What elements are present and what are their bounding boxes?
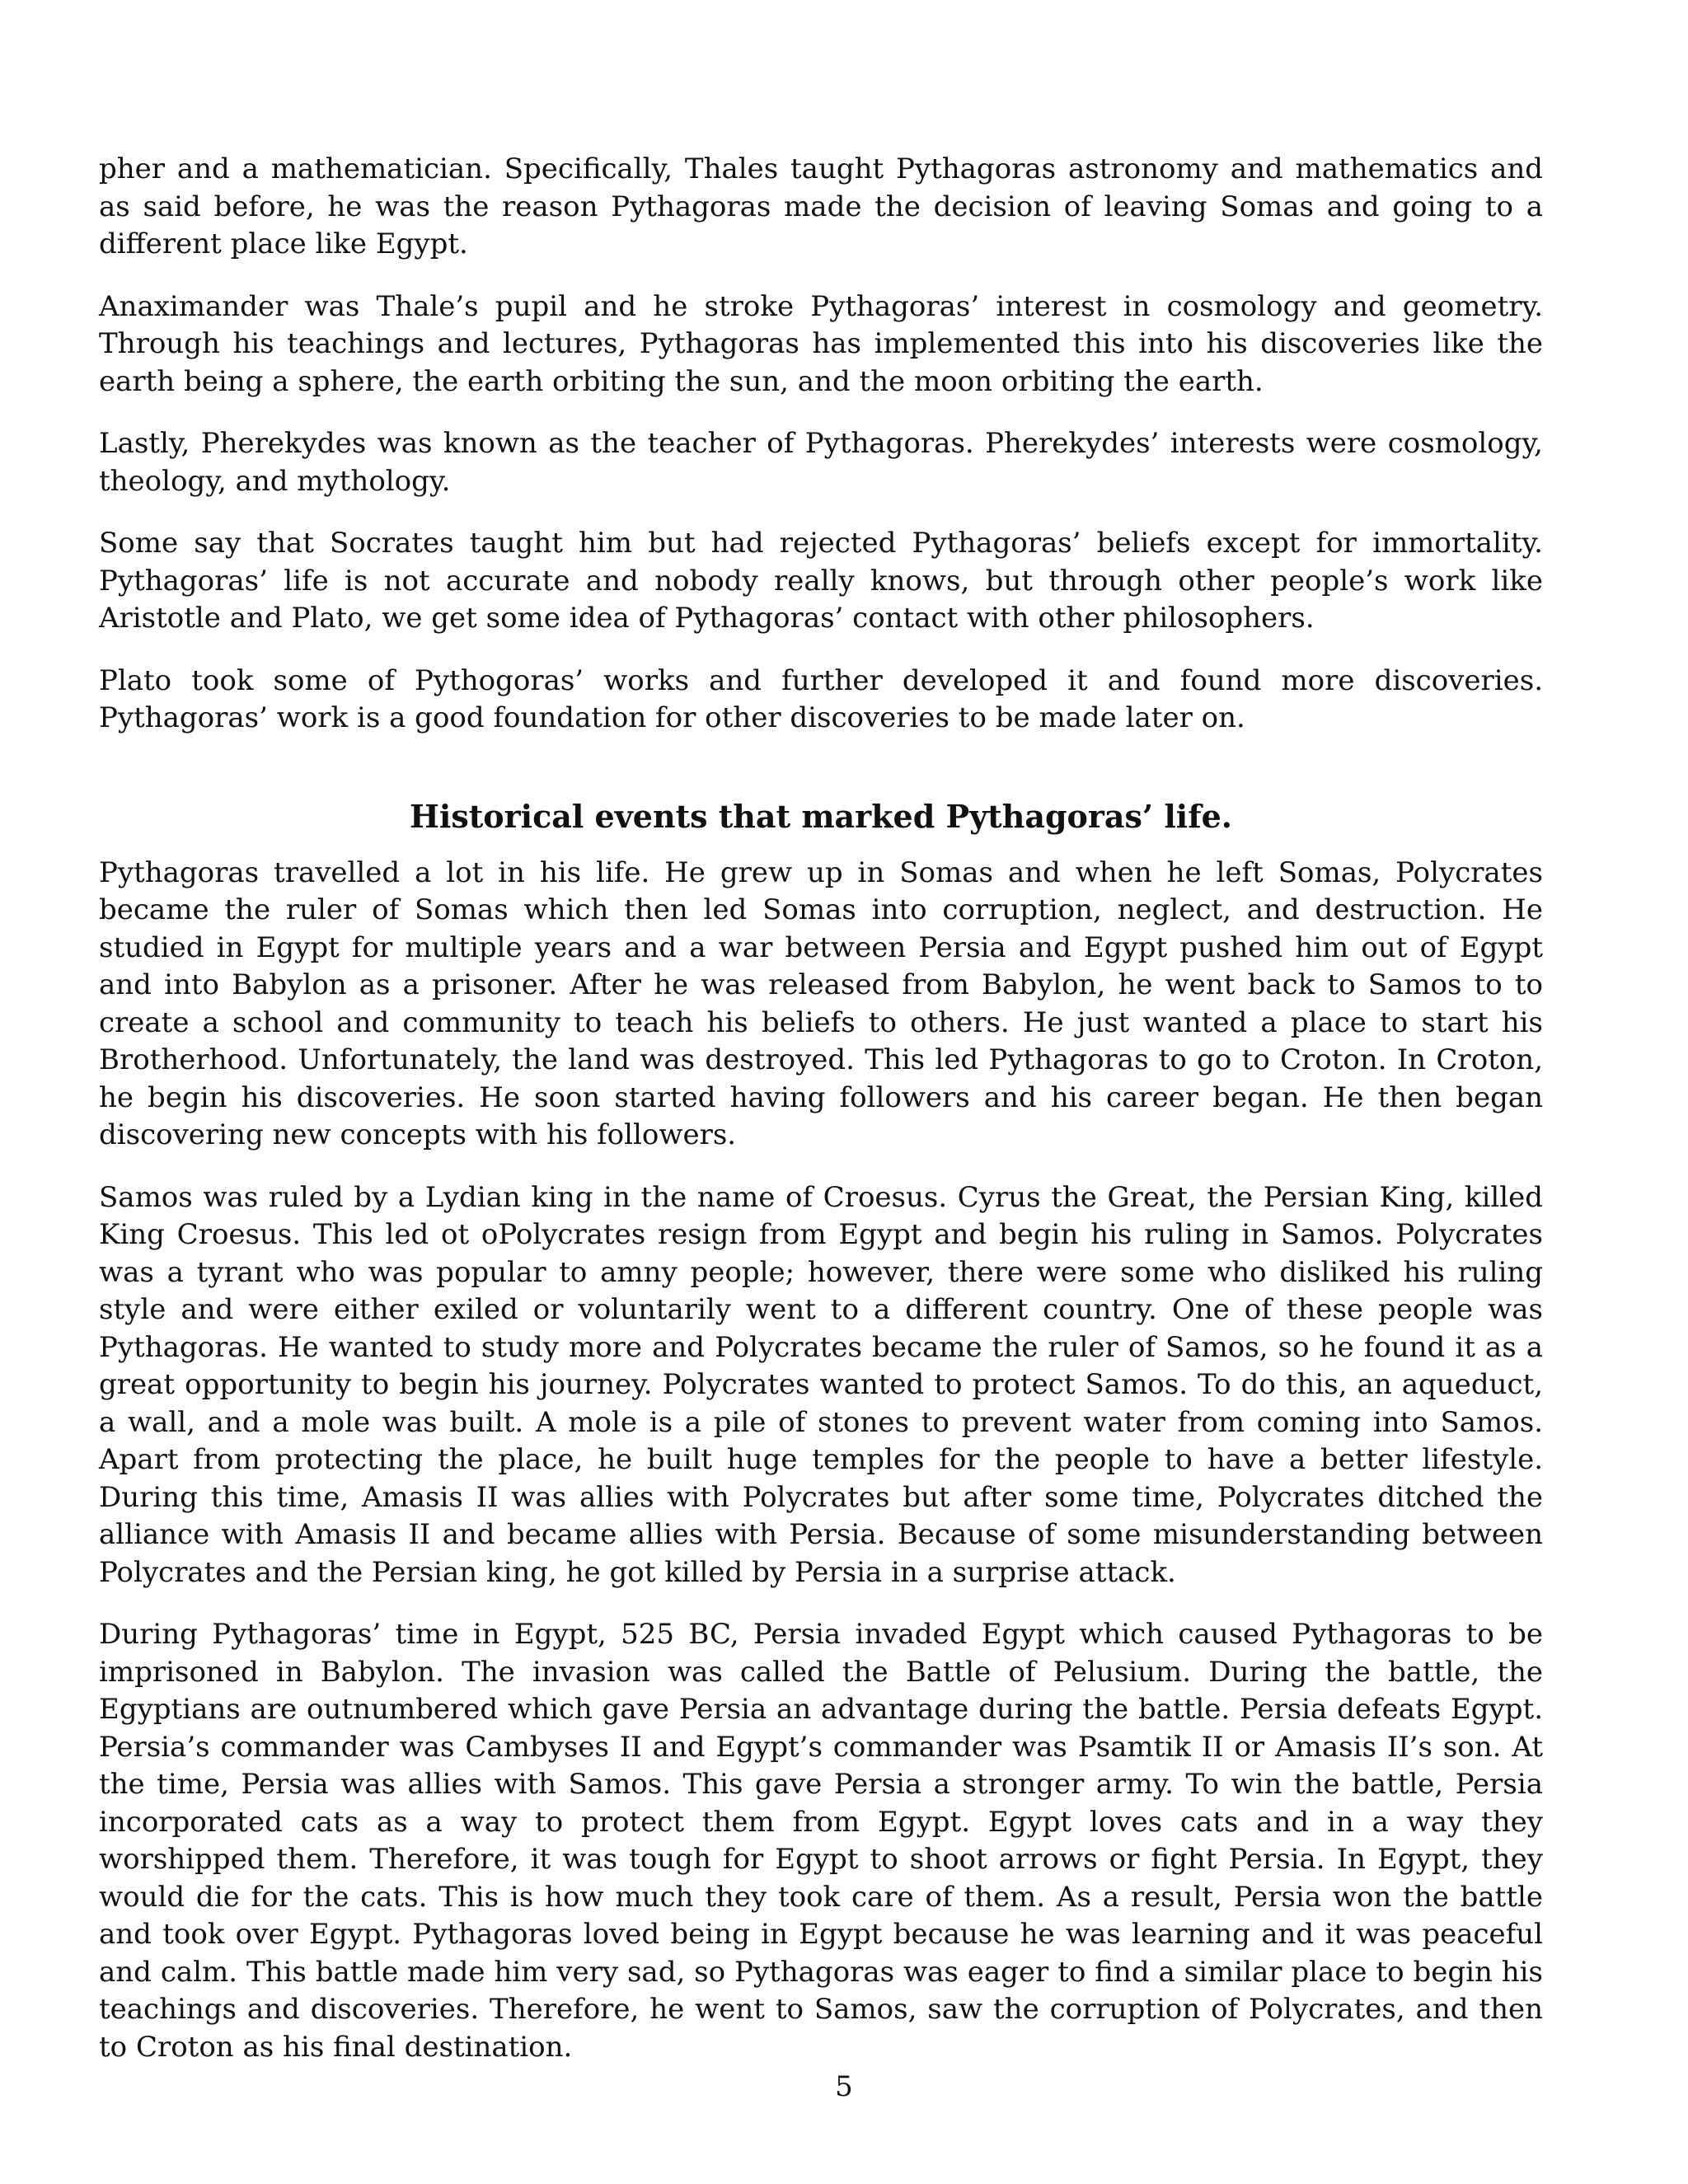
paragraph-samos-rulers: Samos was ruled by a Lydian king in the name of Croesus. Cyrus the Great, the Persian King, killed King Croesus. This led ot oPolycrates resign from Egypt and begin his ruling in Samos. Polycrates was a tyrant who was popular to amny people; however, there were some who disliked his ruling style and were either exiled or voluntarily went to a different country. One of these people was Pythagoras. He wanted to study more and Polycrates became the ruler of Samos, so he found it as a great opportunity to begin his journey. Polycrates wanted to protect Samos. To do this, an aqueduct, a wall, and a mole was built. A mole is a pile of stones to prevent water from coming into Samos. Apart from protecting the place, he built huge temples for the people to have a better lifestyle. During this time, Amasis II was allies with Polycrates but after some time, Polycrates ditched the alliance with Amasis II and became allies with Persia. Because of some misunderstanding between Polycrates and the Persian king, he got killed by Persia in a surprise attack. [99, 1180, 1543, 1589]
section-heading: Historical events that marked Pythagoras’ life. [410, 797, 1232, 835]
paragraph-pherekydes: Lastly, Pherekydes was known as the teacher of Pythagoras. Pherekydes’ interests were cosmology, theology, and mythology. [99, 427, 1543, 498]
paragraph-thales: pher and a mathematician. Specifically, Thales taught Pythagoras astronomy and mathematics and as said before, he was the reason Pythagoras made the decision of leaving Somas and going to a different place like Egypt. [99, 152, 1543, 260]
paragraph-travels: Pythagoras travelled a lot in his life. He grew up in Somas and when he left Somas, Polycrates became the ruler of Somas which then led Somas into corruption, neglect, and destruction. He studied in Egypt for multiple years and a war between Persia and Egypt pushed him out of Egypt and into Babylon as a prisoner. After he was released from Babylon, he went back to Samos to to create a school and community to teach his beliefs to others. He just wanted a place to start his Brotherhood. Unfortunately, the land was destroyed. This led Pythagoras to go to Croton. In Croton, he begin his discoveries. He soon started having followers and his career began. He then began discovering new concepts with his followers. [99, 855, 1543, 1151]
document-page [99, 151, 1543, 2091]
page-number: 5 [835, 2070, 853, 2103]
paragraph-socrates: Some say that Socrates taught him but had rejected Pythagoras’ beliefs except for immortality. Pythagoras’ life is not accurate and nobody really knows, but through other people’s work like Aristotle and Plato, we get some idea of Pythagoras’ contact with other philosophers. [99, 527, 1543, 635]
paragraph-plato: Plato took some of Pythogoras’ works and further developed it and found more discoveries. Pythagoras’ work is a good foundation for other discoveries to be made later on. [99, 663, 1543, 734]
paragraph-anaximander: Anaximander was Thale’s pupil and he stroke Pythagoras’ interest in cosmology and geometry. Through his teachings and lectures, Pythagoras has implemented this into his discoveries like the earth being a sphere, the earth orbiting the sun, and the moon orbiting the earth. [99, 289, 1543, 398]
paragraph-battle-pelusium: During Pythagoras’ time in Egypt, 525 BC, Persia invaded Egypt which caused Pythagoras to be imprisoned in Babylon. The invasion was called the Battle of Pelusium. During the battle, the Egyptians are outnumbered which gave Persia an advantage during the battle. Persia defeats Egypt. Persia’s commander was Cambyses II and Egypt’s commander was Psamtik II or Amasis II’s son. At the time, Persia was allies with Samos. This gave Persia a stronger army. To win the battle, Persia incorporated cats as a way to protect them from Egypt. Egypt loves cats and in a way they worshipped them. Therefore, it was tough for Egypt to shoot arrows or fight Persia. In Egypt, they would die for the cats. This is how much they took care of them. As a result, Persia won the battle and took over Egypt. Pythagoras loved being in Egypt because he was learning and it was peaceful and calm. This battle made him very sad, so Pythagoras was eager to find a similar place to begin his teachings and discoveries. Therefore, he went to Samos, saw the corruption of Polycrates, and then to Croton as his final destination. [99, 1618, 1543, 2064]
